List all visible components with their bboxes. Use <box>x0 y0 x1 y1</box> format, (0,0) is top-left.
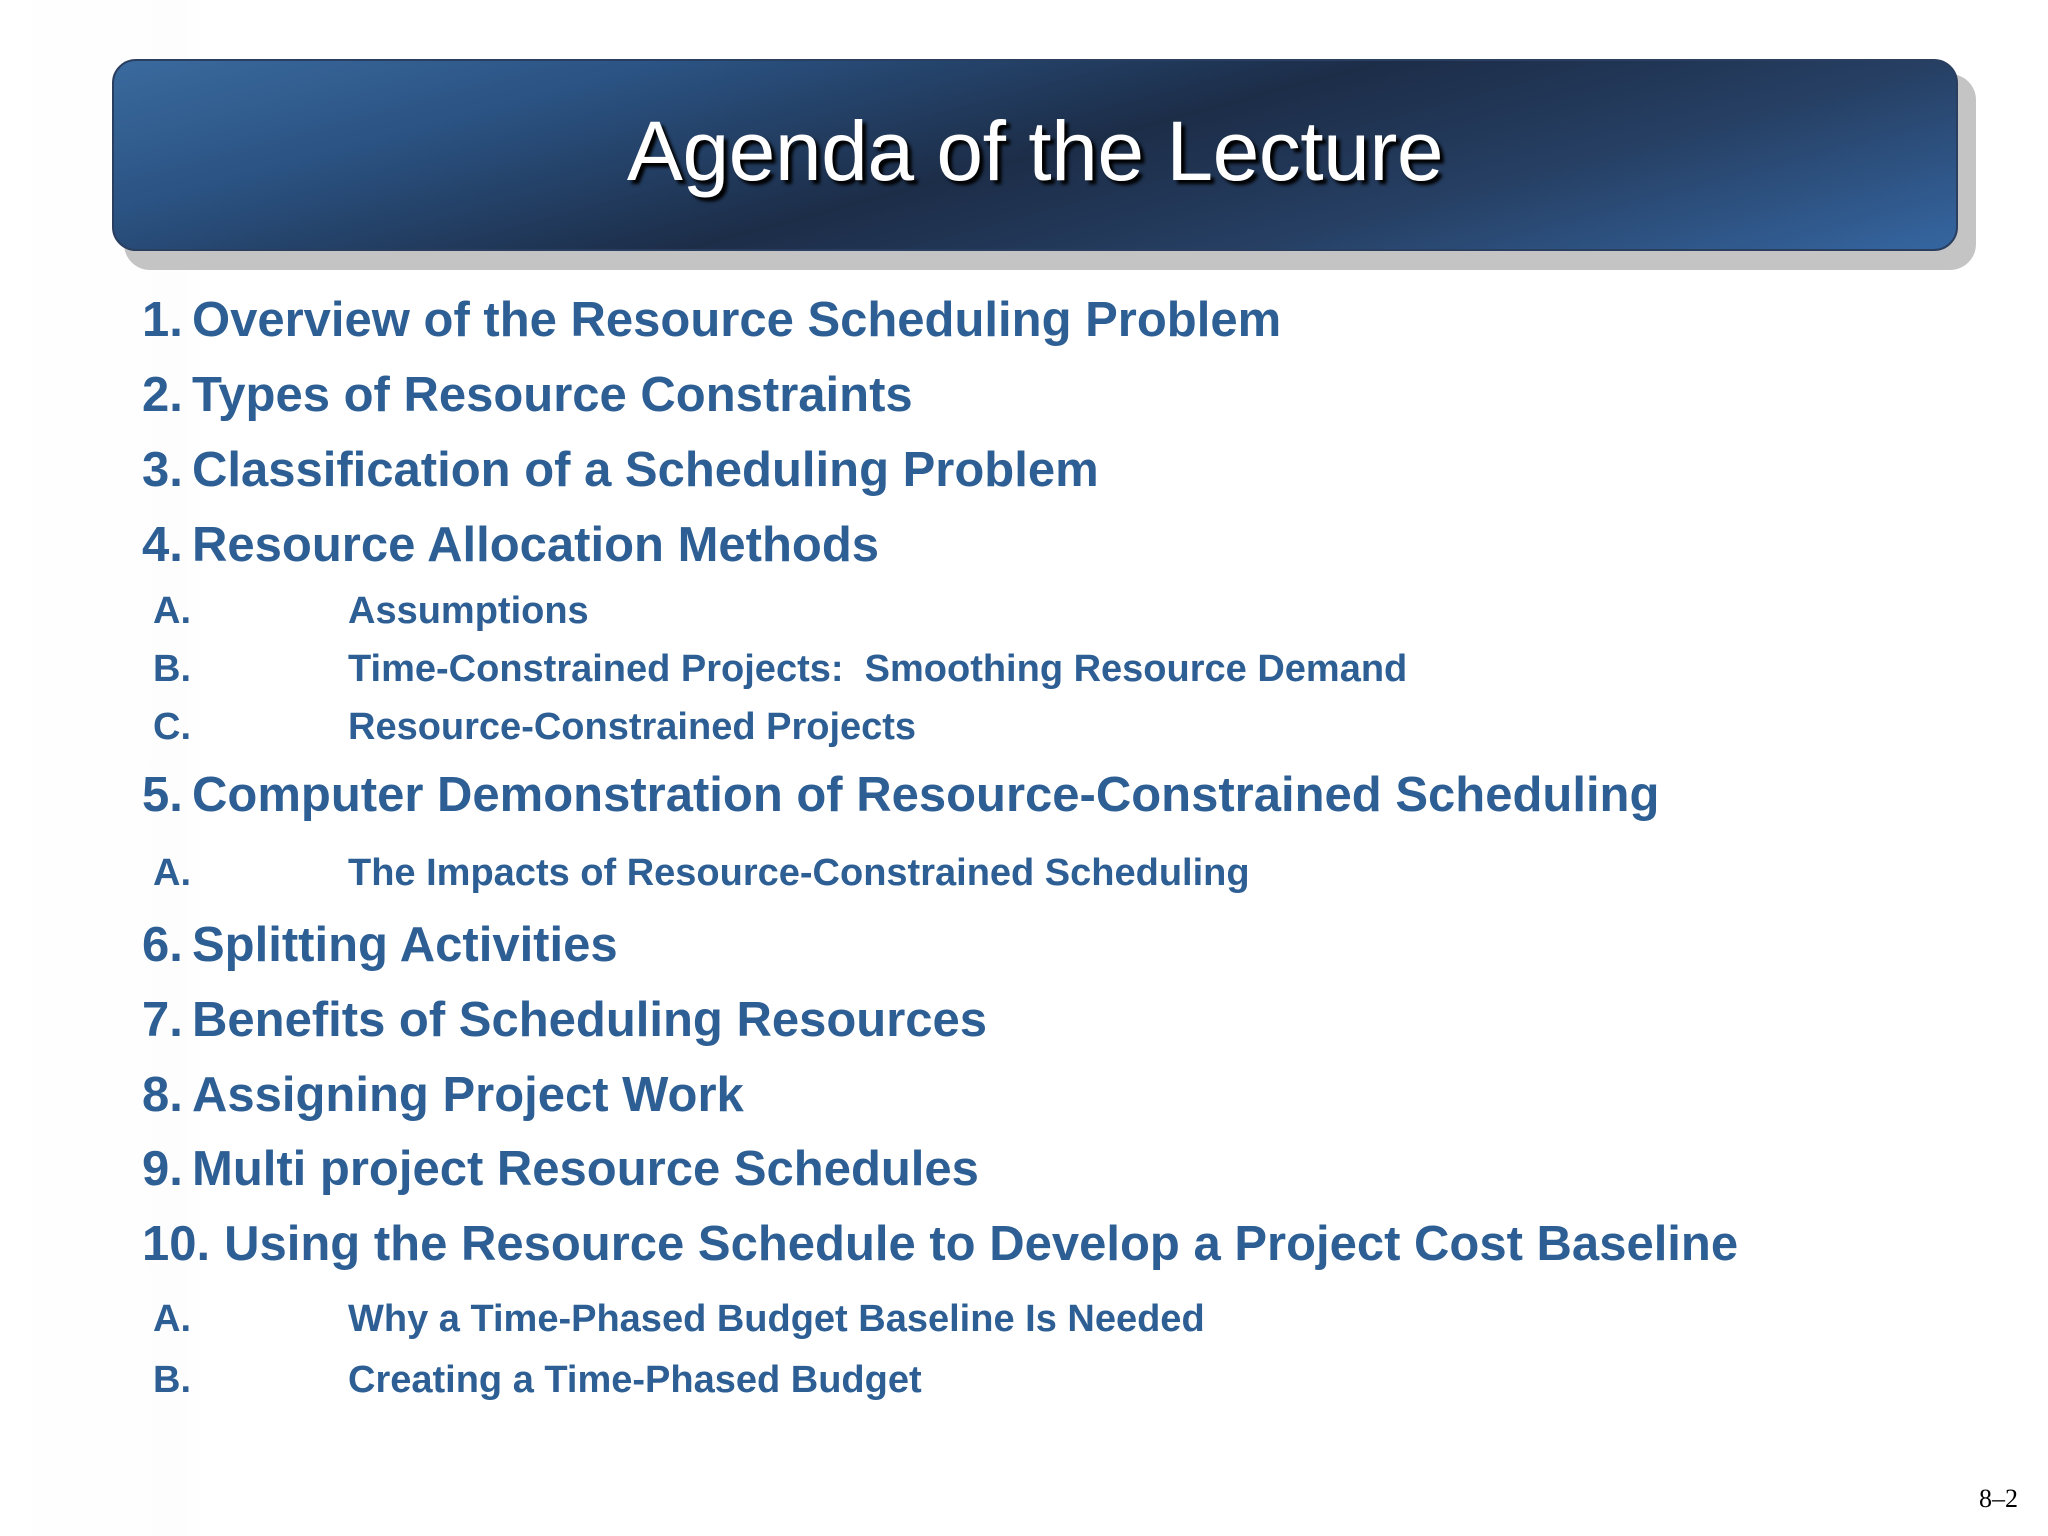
subitem-text: Time-Constrained Projects: Smoothing Resource Demand <box>348 648 1408 690</box>
subitem-text: Assumptions <box>348 590 589 632</box>
subitem-text: Why a Time-Phased Budget Baseline Is Needed <box>348 1298 1205 1340</box>
subitem-text: Resource-Constrained Projects <box>348 706 917 748</box>
agenda-item-number: 5. <box>142 768 183 822</box>
agenda-item-number: 10. <box>142 1217 211 1271</box>
slide-title: Agenda of the Lecture <box>626 103 1444 198</box>
agenda-item-text: Splitting Activities <box>192 918 618 972</box>
subitem-text: Creating a Time-Phased Budget <box>348 1359 922 1401</box>
agenda-item-3 <box>142 443 1099 497</box>
agenda-item-text: Types of Resource Constraints <box>192 368 913 422</box>
subitem-letter: C. <box>153 706 191 748</box>
agenda-item-4 <box>142 518 880 572</box>
agenda-item-2 <box>142 368 913 422</box>
agenda-item-text: Classification of a Scheduling Problem <box>192 443 1099 497</box>
agenda-item-text: Using the Resource Schedule to Develop a Project Cost Baseline <box>224 1217 1739 1271</box>
agenda-item-10 <box>142 1217 1739 1271</box>
agenda-item-text: Resource Allocation Methods <box>192 518 880 572</box>
agenda-item-1 <box>142 293 1282 347</box>
subitem-letter: A. <box>153 1298 191 1340</box>
agenda-item-text: Computer Demonstration of Resource-Constrained Scheduling <box>192 768 1660 822</box>
agenda-item-text: Overview of the Resource Scheduling Problem <box>192 293 1282 347</box>
agenda-item-number: 8. <box>142 1068 183 1122</box>
agenda-item-number: 1. <box>142 293 183 347</box>
subitem-letter: A. <box>153 852 191 894</box>
agenda-item-text: Assigning Project Work <box>192 1068 744 1122</box>
agenda-item-number: 7. <box>142 993 183 1047</box>
agenda-item-9 <box>142 1142 979 1196</box>
agenda-item-5 <box>142 768 1660 822</box>
subitem-letter: B. <box>153 1359 191 1401</box>
agenda-item-number: 2. <box>142 368 183 422</box>
agenda-item-text: Benefits of Scheduling Resources <box>192 993 988 1047</box>
agenda-item-number: 3. <box>142 443 183 497</box>
agenda-item-number: 6. <box>142 918 183 972</box>
subitem-text: The Impacts of Resource-Constrained Scheduling <box>348 852 1250 894</box>
agenda-item-number: 9. <box>142 1142 183 1196</box>
slide-number: 8–2 <box>1979 1484 2018 1513</box>
subitem-letter: B. <box>153 648 191 690</box>
subitem-letter: A. <box>153 590 191 632</box>
agenda-item-number: 4. <box>142 518 183 572</box>
agenda-item-text: Multi project Resource Schedules <box>192 1142 979 1196</box>
agenda-item-7 <box>142 993 988 1047</box>
agenda-item-8 <box>142 1068 744 1122</box>
agenda-item-6 <box>142 918 618 972</box>
